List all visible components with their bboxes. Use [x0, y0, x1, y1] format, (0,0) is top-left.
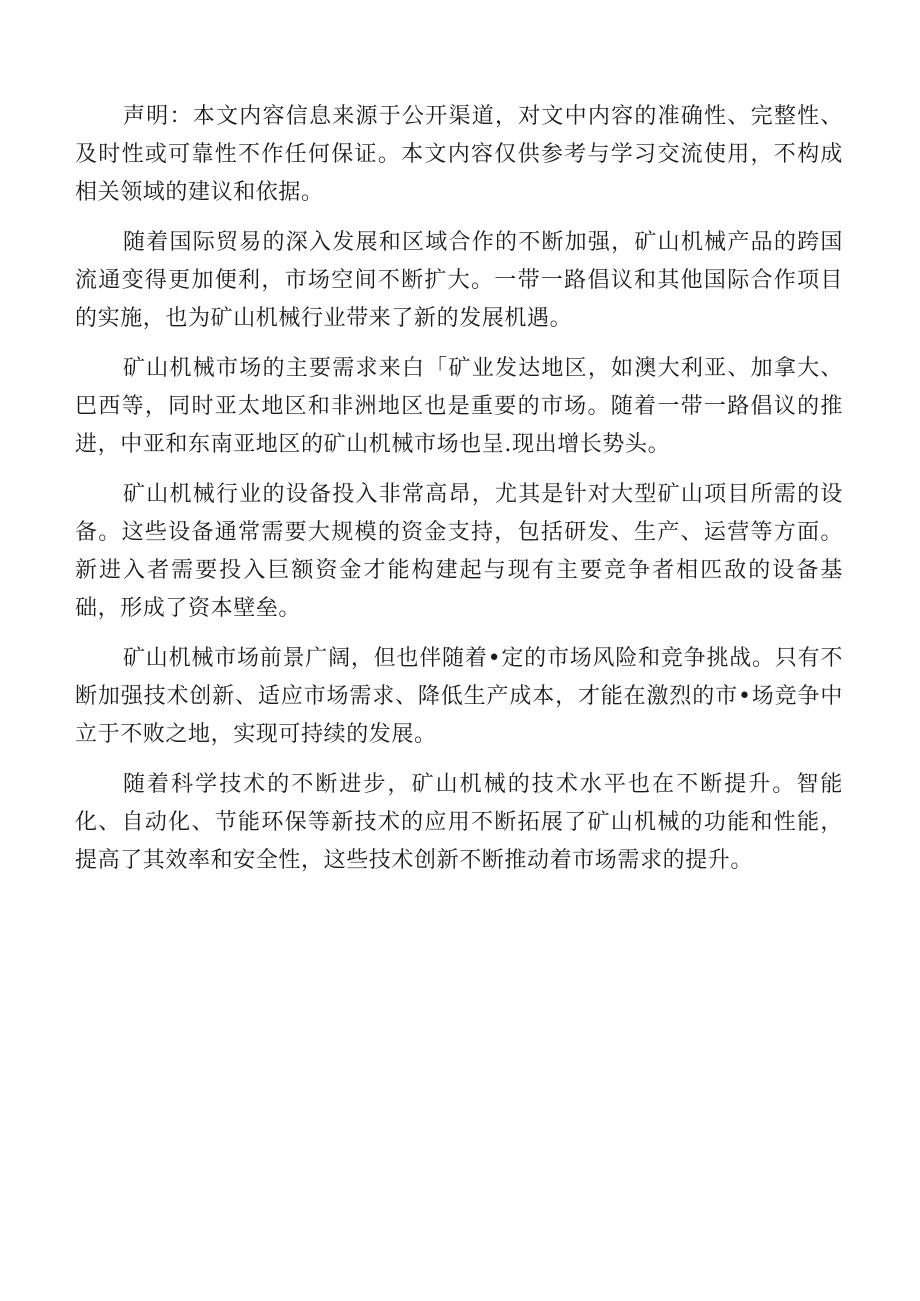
body-paragraph-technology: 随着科学技术的不断进步，矿山机械的技术水平也在不断提升。智能化、自动化、节能环保等新技术的应用不断拓展了矿山机械的功能和性能，提高了其效率和安全性，这些技术创新不断推动着市场需求的提升。	[75, 772, 843, 873]
disclaimer-paragraph: 声明：本文内容信息来源于公开渠道，对文中内容的准确性、完整性、及时性或可靠性不作任何保证。本文内容仅供参考与学习交流使用，不构成相关领域的建议和依据。	[75, 104, 843, 205]
document-body	[75, 98, 843, 892]
body-paragraph-outlook: 矿山机械市场前景广阔，但也伴随着•定的市场风险和竞争挑战。只有不断加强技术创新、适应市场需求、降低生产成本，才能在激烈的市•场竞争中立于不败之地，实现可持续的发展。	[75, 646, 843, 747]
body-paragraph-trade: 随着国际贸易的深入发展和区域合作的不断加强，矿山机械产品的跨国流通变得更加便利，市场空间不断扩大。一带一路倡议和其他国际合作项目的实施，也为矿山机械行业带来了新的发展机遇。	[75, 230, 843, 331]
body-paragraph-capital-barrier: 矿山机械行业的设备投入非常高昂，尤其是针对大型矿山项目所需的设备。这些设备通常需要大规模的资金支持，包括研发、生产、运营等方面。新进入者需要投入巨额资金才能构建起与现有主要竞争者相匹敌的设备基础，形成了资本壁垒。	[75, 482, 843, 621]
body-paragraph-demand: 矿山机械市场的主要需求来白「矿业发达地区，如澳大利亚、加拿大、巴西等，同时亚太地区和非洲地区也是重要的市场。随着一带一路倡议的推进，中亚和东南亚地区的矿山机械市场也呈.现出增长势头。	[75, 356, 843, 457]
